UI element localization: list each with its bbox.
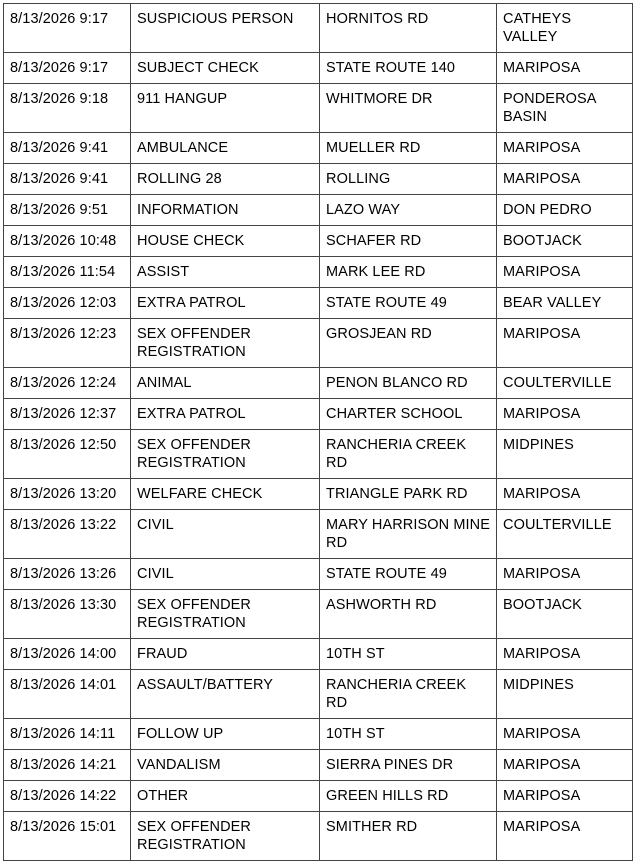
call-type-cell: ROLLING 28 [131,164,320,195]
area-cell: COULTERVILLE [497,368,633,399]
area-cell: MARIPOSA [497,750,633,781]
area-cell: MARIPOSA [497,812,633,861]
datetime-cell: 8/13/2026 13:22 [4,510,131,559]
datetime-cell: 8/13/2026 10:48 [4,226,131,257]
location-cell: MARK LEE RD [320,257,497,288]
table-row [4,319,633,368]
location-cell: MARY HARRISON MINE RD [320,510,497,559]
table-row [4,639,633,670]
area-cell: MARIPOSA [497,719,633,750]
call-type-cell: ANIMAL [131,368,320,399]
area-cell: MARIPOSA [497,479,633,510]
location-cell: STATE ROUTE 49 [320,559,497,590]
call-type-cell: AMBULANCE [131,133,320,164]
table-row [4,399,633,430]
datetime-cell: 8/13/2026 13:20 [4,479,131,510]
location-cell: CHARTER SCHOOL [320,399,497,430]
area-cell: MARIPOSA [497,257,633,288]
area-cell: MIDPINES [497,670,633,719]
location-cell: ASHWORTH RD [320,590,497,639]
call-type-cell: HOUSE CHECK [131,226,320,257]
area-cell: MARIPOSA [497,639,633,670]
location-cell: HORNITOS RD [320,4,497,53]
area-cell: BOOTJACK [497,226,633,257]
area-cell: BOOTJACK [497,590,633,639]
datetime-cell: 8/13/2026 12:50 [4,430,131,479]
area-cell: COULTERVILLE [497,510,633,559]
table-row [4,430,633,479]
datetime-cell: 8/13/2026 15:01 [4,812,131,861]
area-cell: DON PEDRO [497,195,633,226]
call-type-cell: SEX OFFENDER REGISTRATION [131,590,320,639]
table-row [4,195,633,226]
table-row [4,257,633,288]
location-cell: PENON BLANCO RD [320,368,497,399]
datetime-cell: 8/13/2026 9:17 [4,53,131,84]
table-row [4,559,633,590]
call-log-body [4,4,633,861]
area-cell: MARIPOSA [497,399,633,430]
area-cell: MARIPOSA [497,164,633,195]
table-row [4,670,633,719]
datetime-cell: 8/13/2026 9:41 [4,133,131,164]
location-cell: TRIANGLE PARK RD [320,479,497,510]
location-cell: MUELLER RD [320,133,497,164]
location-cell: RANCHERIA CREEK RD [320,430,497,479]
call-type-cell: EXTRA PATROL [131,399,320,430]
datetime-cell: 8/13/2026 13:26 [4,559,131,590]
location-cell: SCHAFER RD [320,226,497,257]
table-row [4,781,633,812]
table-row [4,133,633,164]
call-type-cell: CIVIL [131,510,320,559]
location-cell: ROLLING [320,164,497,195]
call-type-cell: WELFARE CHECK [131,479,320,510]
call-type-cell: ASSAULT/BATTERY [131,670,320,719]
location-cell: WHITMORE DR [320,84,497,133]
call-log-table [3,3,633,861]
call-type-cell: EXTRA PATROL [131,288,320,319]
table-row [4,84,633,133]
datetime-cell: 8/13/2026 13:30 [4,590,131,639]
datetime-cell: 8/13/2026 9:51 [4,195,131,226]
call-type-cell: INFORMATION [131,195,320,226]
call-type-cell: OTHER [131,781,320,812]
table-row [4,226,633,257]
location-cell: 10TH ST [320,719,497,750]
datetime-cell: 8/13/2026 11:54 [4,257,131,288]
location-cell: STATE ROUTE 140 [320,53,497,84]
table-row [4,479,633,510]
area-cell: BEAR VALLEY [497,288,633,319]
datetime-cell: 8/13/2026 9:17 [4,4,131,53]
location-cell: STATE ROUTE 49 [320,288,497,319]
area-cell: MIDPINES [497,430,633,479]
table-row [4,812,633,861]
table-row [4,164,633,195]
location-cell: SIERRA PINES DR [320,750,497,781]
datetime-cell: 8/13/2026 12:23 [4,319,131,368]
datetime-cell: 8/13/2026 14:01 [4,670,131,719]
area-cell: CATHEYS VALLEY [497,4,633,53]
location-cell: RANCHERIA CREEK RD [320,670,497,719]
table-row [4,368,633,399]
area-cell: MARIPOSA [497,133,633,164]
call-type-cell: SUBJECT CHECK [131,53,320,84]
call-type-cell: SUSPICIOUS PERSON [131,4,320,53]
table-row [4,750,633,781]
location-cell: GREEN HILLS RD [320,781,497,812]
call-type-cell: FOLLOW UP [131,719,320,750]
location-cell: LAZO WAY [320,195,497,226]
location-cell: SMITHER RD [320,812,497,861]
call-type-cell: SEX OFFENDER REGISTRATION [131,319,320,368]
datetime-cell: 8/13/2026 12:24 [4,368,131,399]
datetime-cell: 8/13/2026 14:11 [4,719,131,750]
datetime-cell: 8/13/2026 14:22 [4,781,131,812]
table-row [4,288,633,319]
datetime-cell: 8/13/2026 12:37 [4,399,131,430]
call-type-cell: SEX OFFENDER REGISTRATION [131,430,320,479]
call-type-cell: FRAUD [131,639,320,670]
table-row [4,4,633,53]
datetime-cell: 8/13/2026 9:18 [4,84,131,133]
area-cell: PONDEROSA BASIN [497,84,633,133]
datetime-cell: 8/13/2026 9:41 [4,164,131,195]
table-row [4,53,633,84]
datetime-cell: 8/13/2026 12:03 [4,288,131,319]
area-cell: MARIPOSA [497,319,633,368]
area-cell: MARIPOSA [497,781,633,812]
datetime-cell: 8/13/2026 14:21 [4,750,131,781]
location-cell: 10TH ST [320,639,497,670]
table-row [4,719,633,750]
area-cell: MARIPOSA [497,53,633,84]
call-type-cell: VANDALISM [131,750,320,781]
datetime-cell: 8/13/2026 14:00 [4,639,131,670]
table-row [4,590,633,639]
call-type-cell: ASSIST [131,257,320,288]
call-type-cell: CIVIL [131,559,320,590]
location-cell: GROSJEAN RD [320,319,497,368]
call-type-cell: 911 HANGUP [131,84,320,133]
area-cell: MARIPOSA [497,559,633,590]
table-row [4,510,633,559]
call-type-cell: SEX OFFENDER REGISTRATION [131,812,320,861]
